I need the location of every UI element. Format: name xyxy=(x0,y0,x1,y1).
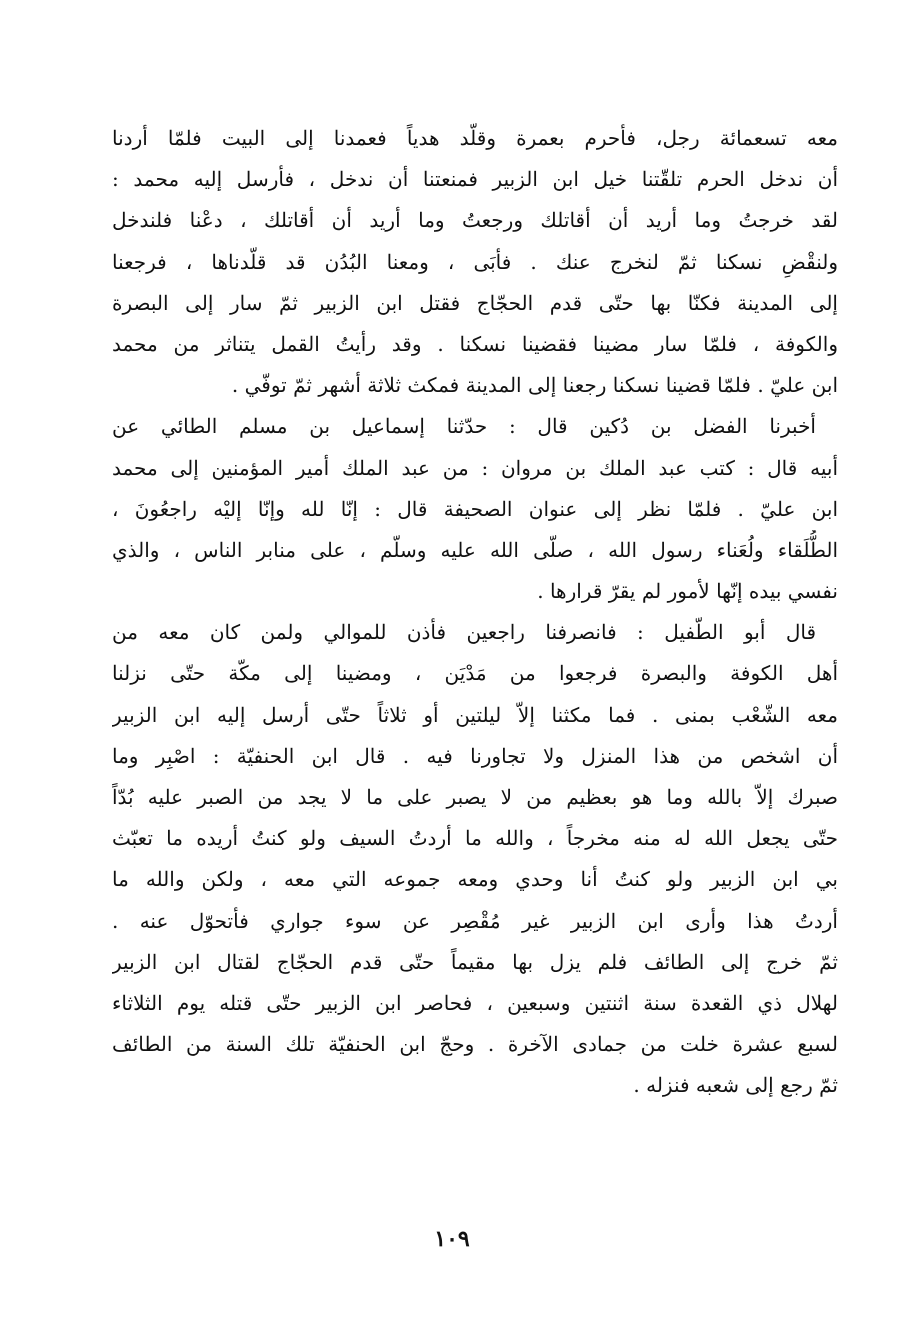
text-line: لقد خرجتُ وما أريد أن أقاتلك ورجعتُ وما أريد أن أقاتلك ، دعْنا فلندخل xyxy=(112,208,838,233)
page-number: ١٠٩ xyxy=(434,1226,470,1252)
text-line: نفسي بيده إنّها لأمور لم يقرّ قرارها . xyxy=(537,579,838,604)
text-line: لهلال ذي القعدة سنة اثنتين وسبعين ، فحاصر ابن الزبير حتّى قتله يوم الثلاثاء xyxy=(112,990,838,1015)
text-line: حتّى يجعل الله له منه مخرجاً ، والله ما أردتُ السيف ولو كنتُ أريده ما تعبّث xyxy=(112,826,838,851)
text-line: ولنقْضِ نسكنا ثمّ لنخرج عنك . فأبَى ، ومعنا البُدُن قد قلّدناها ، فرجعنا xyxy=(112,249,838,274)
text-line: الطُّلَقاء ولُعَناء رسول الله ، صلّى الله عليه وسلّم ، على منابر الناس ، والذي xyxy=(112,537,838,562)
text-line: أن ندخل الحرم تلقّتنا خيل ابن الزبير فمنعتنا أن ندخل ، فأرسل إليه محمد : xyxy=(112,167,838,192)
text-line: والكوفة ، فلمّا سار مضينا فقضينا نسكنا . وقد رأيتُ القمل يتناثر من محمد xyxy=(112,331,838,356)
text-line: لسبع عشرة خلت من جمادى الآخرة . وحجّ ابن الحنفيّة تلك السنة من الطائف xyxy=(112,1032,838,1057)
text-line: أردتُ هذا وأرى ابن الزبير غير مُقْصِر عن سوء جواري فأتحوّل عنه . xyxy=(112,908,838,933)
text-line: أبيه قال : كتب عبد الملك بن مروان : من عبد الملك أمير المؤمنين إلى محمد xyxy=(112,455,838,480)
text-line: معه الشّعْب بمنى . فما مكثنا إلاّ ليلتين أو ثلاثاً حتّى أرسل إليه ابن الزبير xyxy=(112,702,838,727)
text-line: معه تسعمائة رجل، فأحرم بعمرة وقلّد هدياً فعمدنا إلى البيت فلمّا أردنا xyxy=(112,126,838,150)
text-line: ثمّ رجع إلى شعبه فنزله . xyxy=(633,1073,838,1098)
text-line: صبرك إلاّ بالله وما هو بعظيم من لا يصبر على ما لا يجد من الصبر عليه بُدّاً xyxy=(112,785,838,809)
text-line: ابن عليّ . فلمّا قضينا نسكنا رجعنا إلى المدينة فمكث ثلاثة أشهر ثمّ توفّي . xyxy=(231,373,838,398)
text-line: ثمّ خرج إلى الطائف فلم يزل بها مقيماً حتّى قدم الحجّاج لقتال ابن الزبير xyxy=(112,949,838,974)
text-line: أن اشخص من هذا المنزل ولا تجاورنا فيه . قال ابن الحنفيّة : اصْبِر وما xyxy=(112,743,838,768)
text-line: أهل الكوفة والبصرة فرجعوا من مَدْيَن ، ومضينا إلى مكّة حتّى نزلنا xyxy=(112,661,838,686)
text-line: قال أبو الطّفيل : فانصرفنا راجعين فأذن للموالي ولمن كان معه من xyxy=(112,620,816,645)
text-line: أخبرنا الفضل بن دُكين قال : حدّثنا إسماعيل بن مسلم الطائي عن xyxy=(112,414,816,439)
text-line: ابن عليّ . فلمّا نظر إلى عنوان الصحيفة قال : إنّا لله وإنّا إليْه راجعُونَ ، xyxy=(112,496,838,521)
text-line: بي ابن الزبير ولو كنتُ أنا وحدي ومعه جموعه التي معه ، ولكن والله ما xyxy=(112,867,838,892)
text-line: إلى المدينة فكنّا بها حتّى قدم الحجّاج فقتل ابن الزبير ثمّ سار إلى البصرة xyxy=(112,290,838,315)
body-text xyxy=(112,118,838,1107)
